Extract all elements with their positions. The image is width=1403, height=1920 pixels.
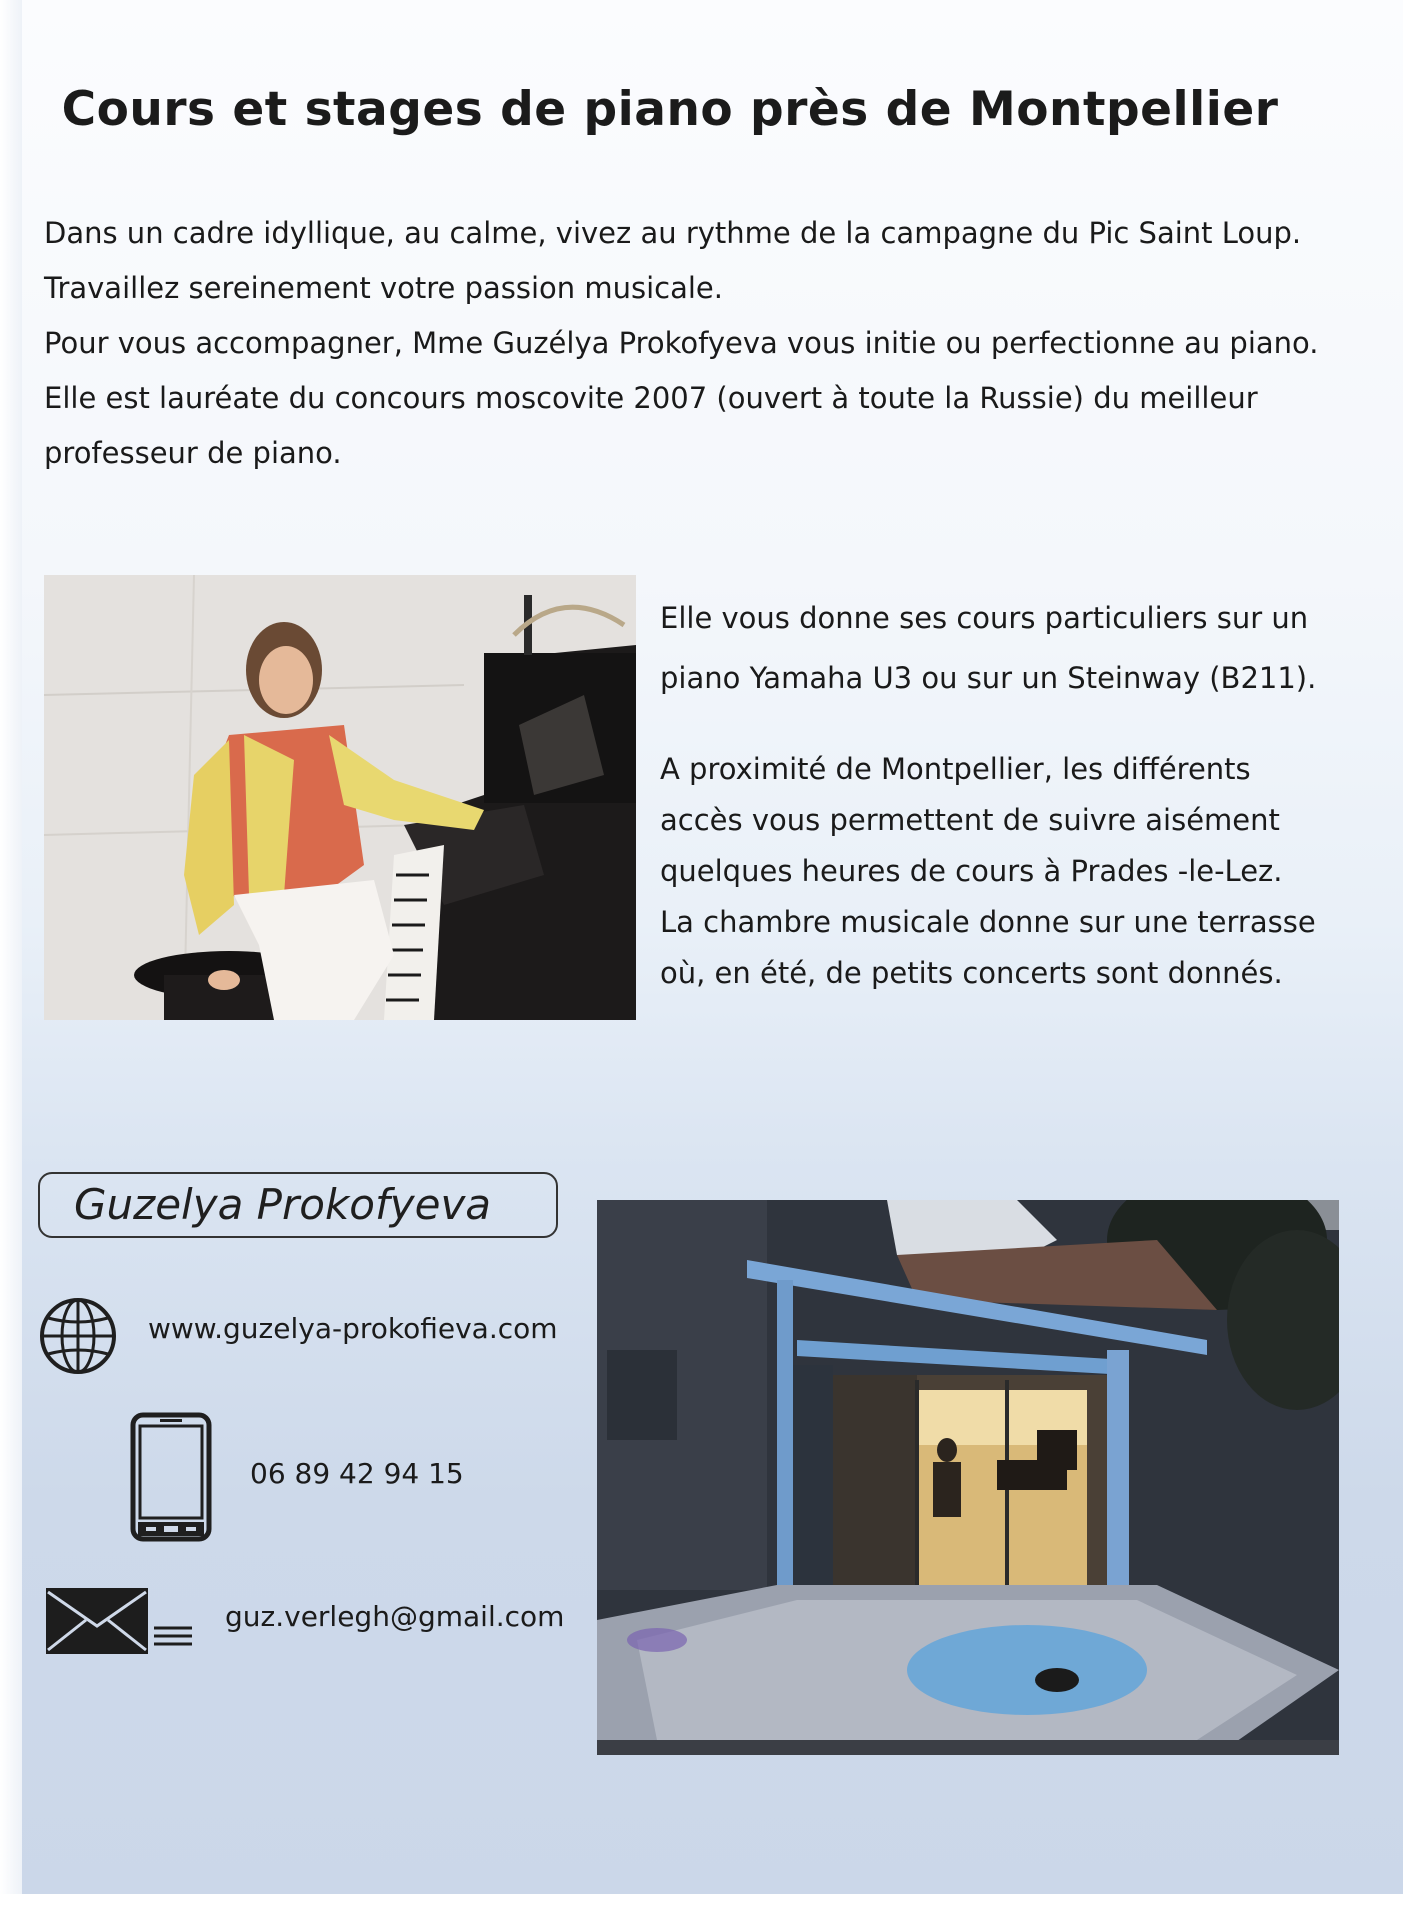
intro-paragraph [44,206,1344,481]
envelope-icon [44,1586,194,1660]
email-address[interactable]: guz.verlegh@gmail.com [225,1600,565,1633]
page-title: Cours et stages de piano près de Montpellier [61,82,1279,137]
lessons-line: piano Yamaha U3 ou sur un Steinway (B211). [660,661,1317,695]
access-line: où, en été, de petits concerts sont donnés. [660,956,1283,990]
scan-margin [0,0,22,1920]
music-room-photo [597,1200,1339,1755]
lessons-line: Elle vous donne ses cours particuliers sur un [660,601,1309,635]
intro-line: professeur de piano. [44,436,342,470]
teacher-name-box: Guzelya Prokofyeva [38,1172,558,1238]
music-room-illustration [597,1200,1339,1755]
smartphone-icon [130,1412,212,1546]
access-line: quelques heures de cours à Prades -le-Lez. [660,854,1283,888]
access-line: La chambre musicale donne sur une terrasse [660,905,1316,939]
intro-line: Dans un cadre idyllique, au calme, vivez au rythme de la campagne du Pic Saint Loup. [44,216,1302,250]
teacher-piano-photo [44,575,636,1020]
intro-line: Elle est lauréate du concours moscovite 2007 (ouvert à toute la Russie) du meilleur [44,381,1258,415]
access-line: accès vous permettent de suivre aisément [660,803,1280,837]
intro-line: Pour vous accompagner, Mme Guzélya Prokofyeva vous initie ou perfectionne au piano. [44,326,1319,360]
intro-line: Travaillez sereinement votre passion musicale. [44,271,723,305]
access-line: A proximité de Montpellier, les différents [660,752,1251,786]
lessons-description [660,588,1340,999]
phone-number[interactable]: 06 89 42 94 15 [250,1457,464,1490]
website-link[interactable]: www.guzelya-prokofieva.com [148,1312,558,1345]
scan-margin-bottom [0,1894,1403,1920]
globe-icon [38,1296,118,1380]
teacher-piano-illustration [44,575,636,1020]
